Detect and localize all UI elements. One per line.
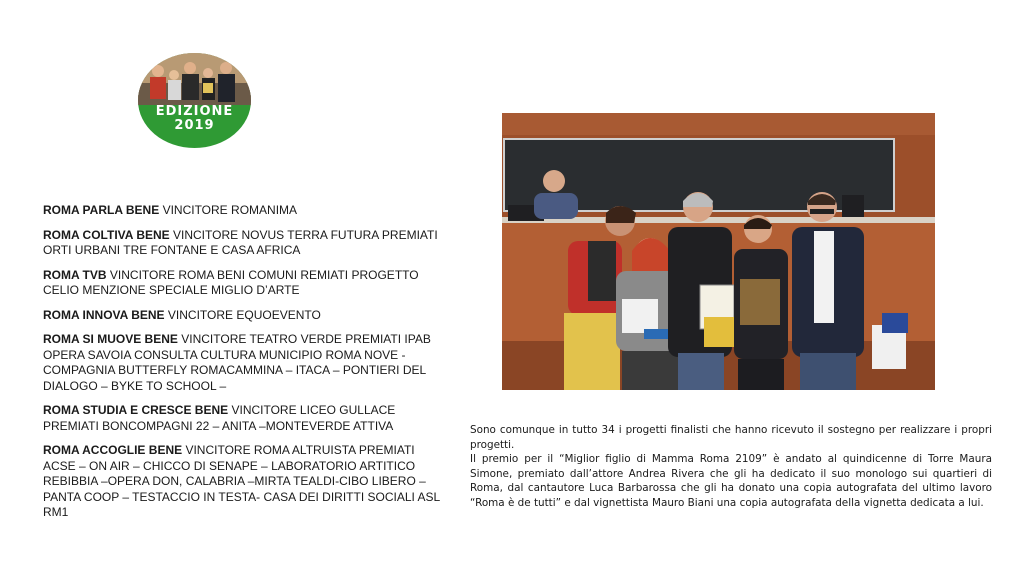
logo-people-icon — [138, 53, 251, 105]
award-item — [43, 268, 443, 299]
caption-paragraph: Sono comunque in tutto 34 i progetti finalisti che hanno ricevuto il sostegno per realizzare i propri progetti. — [470, 424, 992, 451]
award-detail: VINCITORE TEATRO VERDE PREMIATI IPAB OPERA SAVOIA CONSULTA CULTURA MUNICIPIO ROMA NOVE - COMPAGNIA BUTTERFLY ROMACAMMINA – ITACA – PONTIERI DEL DIALOGO – BYKE TO SCHOOL – — [43, 332, 431, 393]
award-category: ROMA PARLA BENE — [43, 203, 160, 217]
logo-edition-word: EDIZIONE — [155, 104, 234, 119]
logo-edition-label — [138, 105, 251, 133]
award-ceremony-photo — [502, 113, 935, 390]
logo-edition-year: 2019 — [174, 118, 215, 133]
award-item — [43, 228, 443, 259]
award-category: ROMA ACCOGLIE BENE — [43, 443, 183, 457]
award-category: ROMA INNOVA BENE — [43, 307, 165, 322]
award-category: ROMA COLTIVA BENE — [43, 227, 170, 242]
award-detail: VINCITORE ROMA BENI COMUNI REMIATI PROGETTO CELIO MENZIONE SPECIALE MIGLIO D’ARTE — [43, 267, 419, 297]
award-detail: VINCITORE ROMA ALTRUISTA PREMIATI ACSE – ON AIR – CHICCO DI SENAPE – LABORATORIO ARTITICO REBIBBIA –OPERA DON, CALABRIA –MIRTA TEALDI-CIBO LIBERO –PANTA COOP – TESTACCIO IN TESTA- CASA DEI DIRITTI SOCIALI ASL RM1 — [43, 443, 440, 519]
award-item — [43, 403, 443, 434]
edition-logo — [138, 53, 251, 148]
award-detail: VINCITORE NOVUS TERRA FUTURA PREMIATI ORTI URBANI TRE FONTANE E CASA AFRICA — [43, 227, 438, 257]
awards-list — [43, 203, 443, 530]
award-category: ROMA STUDIA E CRESCE BENE — [43, 403, 229, 417]
caption-paragraph: Il premio per il “Miglior figlio di Mamma Roma 2109” è andato al quindicenne di Torre Maura Simone, premiato dall’attore Andrea Rivera che gli ha dedicato il suo monologo sui quartieri di Roma, dal cantautore Luca Barbarossa che gli ha donato una copia autografata del ultimo lavoro “Roma è de tutti” e dal vignettista Mauro Biani una copia autografata della vignetta dedicata a lui. — [470, 453, 992, 509]
award-item — [43, 203, 443, 219]
award-detail: VINCITORE LICEO GULLACE PREMIATI BONCOMPAGNI 22 – ANITA –MONTEVERDE ATTIVA — [43, 403, 396, 433]
award-detail: VINCITORE EQUOEVENTO — [164, 307, 321, 322]
award-item — [43, 308, 443, 324]
award-category: ROMA SI MUOVE BENE — [43, 332, 178, 346]
award-item — [43, 443, 443, 521]
award-category: ROMA TVB — [43, 267, 107, 282]
award-detail: VINCITORE ROMANIMA — [159, 203, 298, 217]
ceremony-photo-icon — [502, 113, 935, 390]
award-item — [43, 332, 443, 394]
caption-text — [470, 423, 992, 511]
